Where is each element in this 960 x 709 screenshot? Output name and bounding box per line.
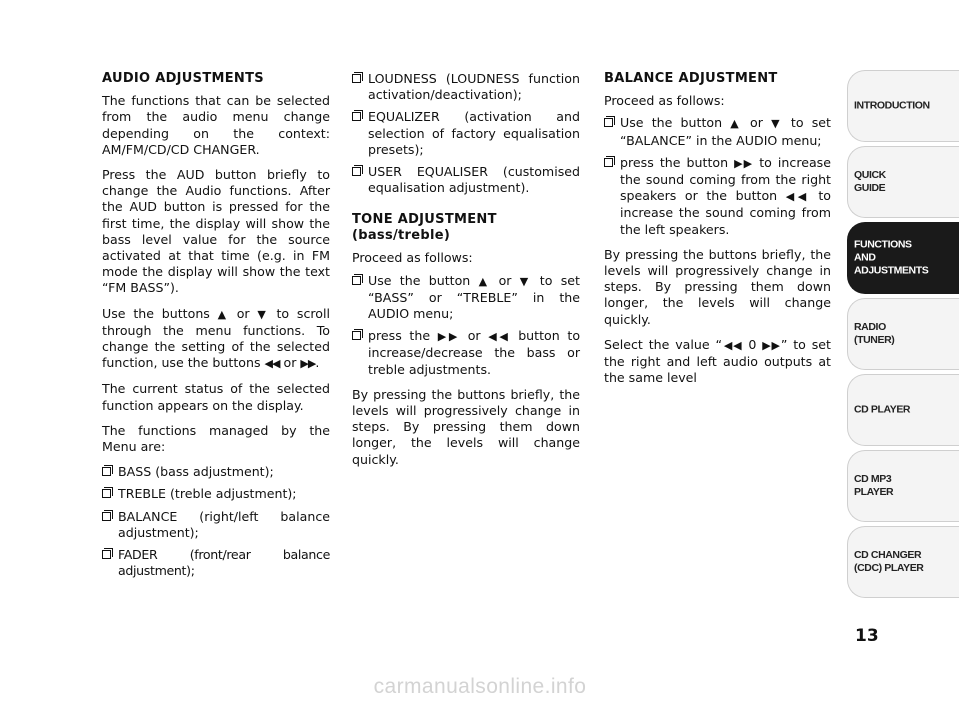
down-arrow-icon: ▼ bbox=[519, 274, 532, 288]
rewind-icon: ◀◀ bbox=[785, 190, 810, 204]
tab-cd-changer-player[interactable]: CD CHANGER (CDC) PLAYER bbox=[847, 526, 959, 598]
column-audio-adjustments bbox=[102, 71, 330, 588]
checkbox-bullet-icon bbox=[352, 331, 361, 340]
column-balance-adjustment bbox=[604, 71, 831, 395]
checkbox-bullet-icon bbox=[102, 512, 111, 521]
list-item: BASS (bass adjustment); bbox=[102, 464, 330, 480]
rewind-icon: ◀◀ bbox=[722, 338, 743, 352]
list-item: LOUDNESS (LOUDNESS function activation/deactivation); bbox=[352, 71, 580, 103]
paragraph: By pressing the buttons briefly, the levels will progressively change in steps. By pressing them down longer, the levels will change quickly. bbox=[604, 246, 831, 327]
up-arrow-icon: ▲ bbox=[217, 307, 229, 321]
step-list bbox=[604, 115, 831, 237]
rewind-icon: ◀◀ bbox=[488, 330, 511, 344]
rewind-icon: ◀◀ bbox=[264, 357, 280, 371]
down-arrow-icon: ▼ bbox=[257, 307, 269, 321]
paragraph: By pressing the buttons briefly, the levels will progressively change in steps. By pressing them down longer, the levels will change quickly. bbox=[352, 386, 580, 467]
paragraph: The functions that can be selected from the audio menu change depending on the context: AM/FM/CD/CD CHANGER. bbox=[102, 93, 330, 157]
function-list-continued bbox=[352, 71, 580, 196]
list-item: Use the button ▲ or ▼ to set “BASS” or “TREBLE” in the AUDIO menu; bbox=[352, 273, 580, 323]
checkbox-bullet-icon bbox=[102, 489, 111, 498]
function-list bbox=[102, 464, 330, 579]
paragraph-scroll-buttons: Use the buttons ▲ or ▼ to scroll through the menu functions. To change the setting of the selected function, use the buttons ◀◀ or ▶▶. bbox=[102, 305, 330, 371]
checkbox-bullet-icon bbox=[604, 158, 613, 167]
column-tone-adjustment bbox=[352, 71, 580, 477]
paragraph: Proceed as follows: bbox=[604, 93, 725, 109]
checkbox-bullet-icon bbox=[352, 276, 361, 285]
checkbox-bullet-icon bbox=[102, 467, 111, 476]
tab-introduction[interactable]: INTRODUCTION bbox=[847, 70, 959, 142]
fast-forward-icon: ▶▶ bbox=[762, 338, 781, 352]
tab-functions-and-adjustments[interactable]: FUNCTIONS AND ADJUSTMENTS bbox=[847, 222, 959, 294]
list-item: press the ▶▶ or ◀◀ button to increase/decrease the bass or treble adjustments. bbox=[352, 328, 580, 378]
checkbox-bullet-icon bbox=[604, 118, 613, 127]
fast-forward-icon: ▶▶ bbox=[300, 357, 316, 371]
section-heading-balance: BALANCE ADJUSTMENT bbox=[604, 71, 778, 86]
fast-forward-icon: ▶▶ bbox=[437, 330, 461, 344]
paragraph: Press the AUD button briefly to change the Audio functions. After the AUD button is pressed for the first time, the display will show the bass level value for the source activated at that time (e.g. in FM mode the display will show the text “FM BASS”). bbox=[102, 167, 330, 296]
tab-quick-guide[interactable]: QUICK GUIDE bbox=[847, 146, 959, 218]
list-item: USER EQUALISER (customised equalisation adjustment). bbox=[352, 164, 580, 196]
checkbox-bullet-icon bbox=[102, 550, 111, 559]
watermark: carmanualsonline.info bbox=[373, 675, 587, 698]
section-heading-tone: TONE ADJUSTMENT (bass/treble) bbox=[352, 212, 497, 244]
checkbox-bullet-icon bbox=[352, 74, 361, 83]
list-item: Use the button ▲ or ▼ to set “BALANCE” in the AUDIO menu; bbox=[604, 115, 831, 148]
up-arrow-icon: ▲ bbox=[730, 117, 742, 131]
list-item: EQUALIZER (activation and selection of factory equalisation presets); bbox=[352, 109, 580, 158]
list-item: FADER (front/rear balance adjustment); bbox=[102, 547, 330, 579]
checkbox-bullet-icon bbox=[352, 167, 361, 176]
checkbox-bullet-icon bbox=[352, 112, 361, 121]
chapter-tabs bbox=[847, 70, 959, 602]
tab-cd-mp3-player[interactable]: CD MP3 PLAYER bbox=[847, 450, 959, 522]
paragraph: The functions managed by the Menu are: bbox=[102, 422, 330, 455]
page-number: 13 bbox=[855, 626, 879, 646]
paragraph: The current status of the selected function appears on the display. bbox=[102, 381, 330, 413]
tab-cd-player[interactable]: CD PLAYER bbox=[847, 374, 959, 446]
paragraph-balance-value: Select the value “◀◀ 0 ▶▶” to set the right and left audio outputs at the same level bbox=[604, 336, 831, 386]
section-heading-audio: AUDIO ADJUSTMENTS bbox=[102, 71, 264, 86]
list-item: TREBLE (treble adjustment); bbox=[102, 486, 330, 502]
down-arrow-icon: ▼ bbox=[771, 117, 783, 131]
list-item: press the button ▶▶ to increase the sound coming from the right speakers or the button ◀◀ to increase the sound coming from the left speakers. bbox=[604, 155, 831, 238]
tab-radio-tuner[interactable]: RADIO (TUNER) bbox=[847, 298, 959, 370]
step-list bbox=[352, 273, 580, 378]
list-item: BALANCE (right/left balance adjustment); bbox=[102, 509, 330, 541]
paragraph: Proceed as follows: bbox=[352, 250, 473, 266]
fast-forward-icon: ▶▶ bbox=[734, 156, 754, 170]
up-arrow-icon: ▲ bbox=[478, 274, 491, 288]
